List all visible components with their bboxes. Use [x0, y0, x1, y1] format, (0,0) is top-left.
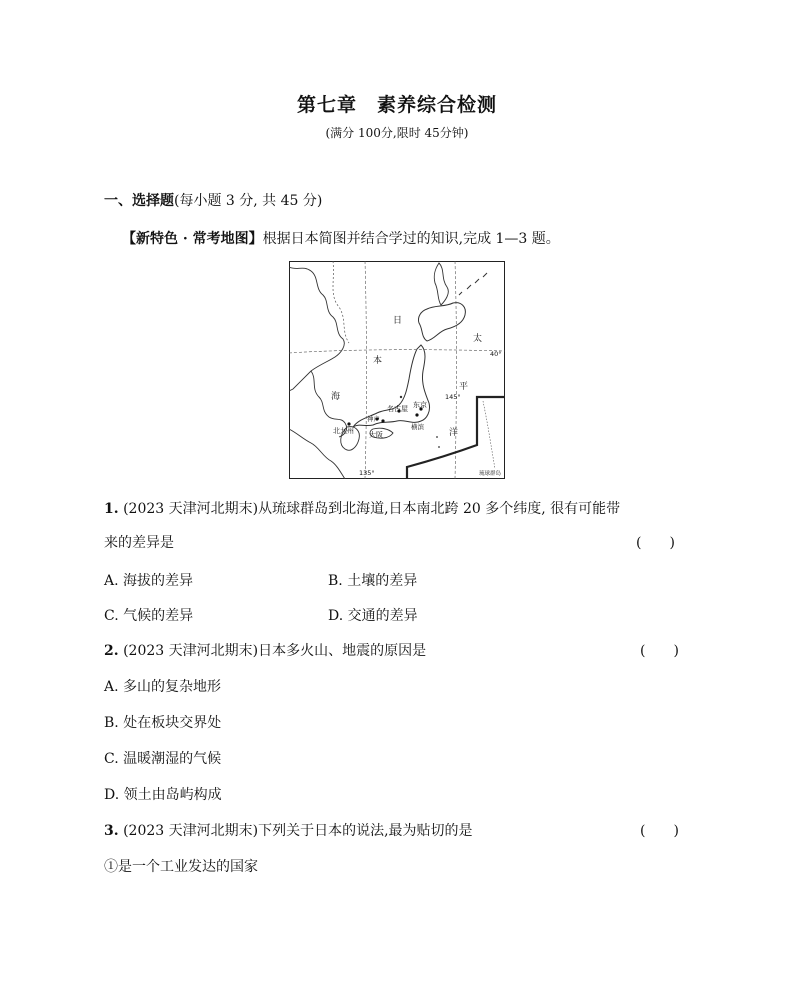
question-1-source: (2023 天津河北期末) [123, 501, 259, 517]
question-3-number: 3. [104, 823, 119, 839]
question-2-number: 2. [104, 643, 119, 659]
question-1-text: 从琉球群岛到北海道,日本南北跨 20 多个纬度, 很有可能带 [258, 501, 621, 517]
question-2-option-d: D. 领土由岛屿构成 [104, 787, 222, 803]
japan-map [289, 261, 505, 479]
question-2-option-a: A. 多山的复杂地形 [104, 679, 222, 695]
label-liuqiu: 琉球群岛 [479, 471, 502, 477]
label-beijiuzhou: 北九州 [333, 427, 354, 435]
label-yang: 洋 [449, 428, 459, 438]
label-hai: 海 [331, 392, 341, 402]
izu-islands [436, 436, 438, 438]
label-lon135: 135° [359, 469, 375, 477]
question-1-number: 1. [104, 501, 119, 517]
section-title: 一、选择题 [104, 193, 174, 209]
page-subtitle: (满分 100分,限时 45分钟) [325, 126, 469, 140]
map-intro [122, 228, 560, 248]
question-1-answer-paren: ( ) [636, 535, 675, 551]
question-2-option-b: B. 处在板块交界处 [104, 715, 222, 731]
question-1-option-d: D. 交通的差异 [328, 608, 418, 624]
label-hengbin: 横滨 [411, 423, 424, 431]
question-1 [104, 498, 620, 518]
intro-text: 根据日本简图并结合学过的知识,完成 1—3 题。 [262, 231, 560, 247]
intro-tag: 【新特色 · 常考地图】 [122, 231, 263, 247]
label-ben: 本 [373, 356, 383, 366]
yokohama-dot [415, 413, 418, 416]
question-3 [104, 820, 473, 840]
label-mingguwu: 名古屋 [387, 405, 408, 413]
label-daban: 大阪 [369, 431, 383, 439]
question-1-option-c: C. 气候的差异 [104, 608, 194, 624]
label-tai: 太 [473, 334, 483, 344]
label-dongjing: 东京 [413, 401, 427, 409]
label-ri: 日 [393, 316, 403, 326]
label-ping: 平 [459, 382, 469, 392]
question-2-source: (2023 天津河北期末) [123, 643, 259, 659]
kitakyushu-dot [347, 422, 350, 425]
question-2-text: 日本多火山、地震的原因是 [258, 643, 427, 659]
question-3-text: 下列关于日本的说法,最为贴切的是 [258, 823, 473, 839]
question-2-answer-paren: ( ) [640, 643, 679, 659]
label-lon145: 145° [445, 393, 461, 401]
question-3-source: (2023 天津河北期末) [123, 823, 259, 839]
question-1-option-b: B. 土壤的差异 [328, 573, 418, 589]
question-3-answer-paren: ( ) [640, 823, 679, 839]
question-2-option-c: C. 温暖潮湿的气候 [104, 751, 222, 767]
question-1-continuation: 来的差异是 [104, 535, 174, 551]
label-shenhu: 神户 [367, 415, 380, 423]
page-title: 第七章 素养综合检测 [296, 94, 497, 116]
question-3-item-1: ①是一个工业发达的国家 [104, 859, 258, 875]
osaka-dot [381, 419, 384, 422]
section-heading [104, 190, 322, 210]
label-lat40: 40° [490, 350, 502, 358]
question-2 [104, 640, 426, 660]
section-note: (每小题 3 分, 共 45 分) [174, 193, 323, 209]
question-1-option-a: A. 海拔的差异 [104, 573, 194, 589]
